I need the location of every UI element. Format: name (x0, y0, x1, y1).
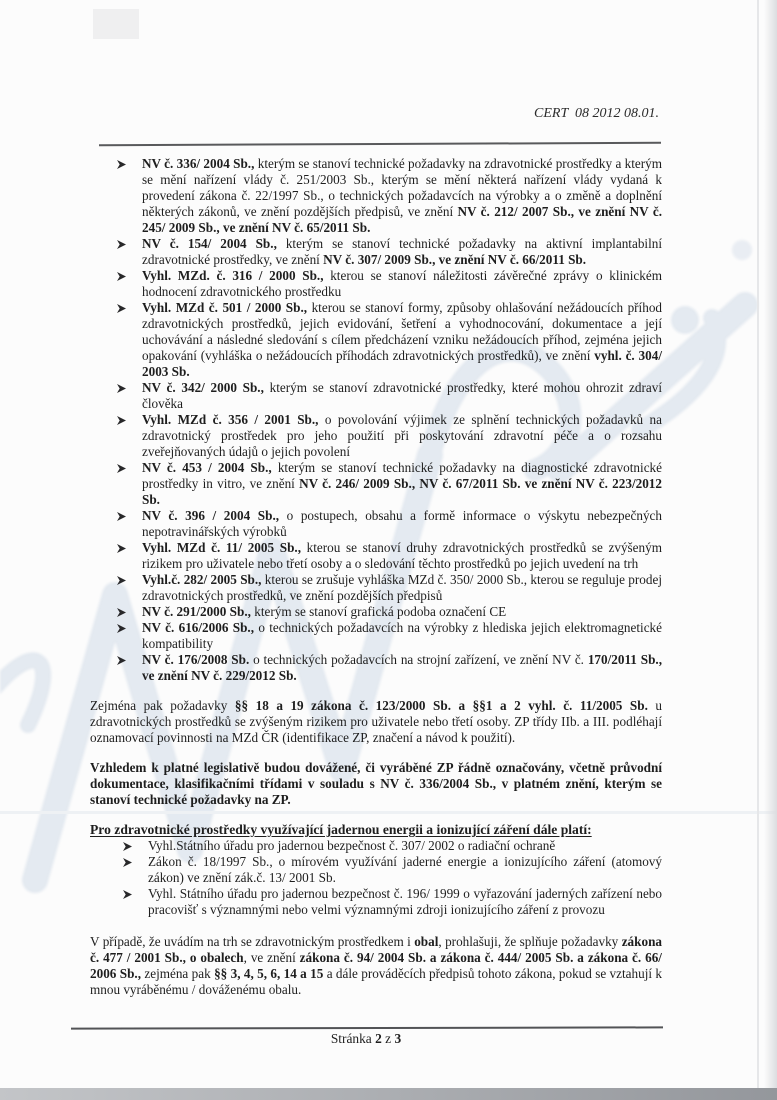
nuclear-regulation-item (90, 886, 662, 918)
regulation-item (90, 572, 662, 604)
page-number: Stránka 2 z 3 (330, 1031, 402, 1046)
regulation-item (90, 604, 662, 620)
nuclear-regulation-item (90, 838, 662, 854)
list-item-text: Zákon č. 18/1997 Sb., o mírovém využívání jaderné energie a ionizujícího záření (atomový zákon) ve znění zák.č. 13/ 2001 Sb. (148, 854, 662, 885)
arrow-bullet-icon (117, 240, 126, 249)
arrow-bullet-icon (117, 656, 126, 665)
arrow-bullet-icon (123, 842, 132, 851)
arrow-bullet-icon (117, 576, 126, 585)
list-item-text: NV č. 396 / 2004 Sb., o postupech, obsahu a formě informace o výskytu nebezpečných nepotravinářských výrobků (142, 508, 662, 539)
nuclear-section-heading: Pro zdravotnické prostředky využívající jadernou energii a ionizující záření dále platí: (90, 822, 592, 837)
arrow-bullet-icon (117, 304, 126, 313)
arrow-bullet-icon (123, 858, 132, 867)
arrow-bullet-icon (123, 890, 132, 899)
arrow-bullet-icon (117, 272, 126, 281)
list-item-text: Vyhl. MZd. č. 316 / 2000 Sb., kterou se stanoví náležitosti závěrečné zprávy o klinickém hodnocení zdravotnického prostředku (142, 268, 662, 299)
regulation-item (90, 508, 662, 540)
arrow-bullet-icon (117, 512, 126, 521)
arrow-bullet-icon (117, 544, 126, 553)
arrow-bullet-icon (117, 384, 126, 393)
list-item-text: Vyhl.Státního úřadu pro jadernou bezpečnost č. 307/ 2002 o radiační ochraně (148, 838, 556, 853)
regulation-item (90, 540, 662, 572)
arrow-bullet-icon (117, 160, 126, 169)
list-item-text: Vyhl. MZd č. 356 / 2001 Sb., o povolování výjimek ze splnění technických požadavků na zdravotnický prostředek pro jeho použití při poskytování zdravotní péče a o rozsahu zveřejňovaných údajů o jejich povolení (142, 412, 663, 459)
list-item-text: Vyhl. MZd č. 501 / 2000 Sb., kterou se stanoví formy, způsoby ohlašování nežádoucích příhod zdravotnických prostředků, jejich evidování, šetření a vyhodnocování, dokumentace a její uchovávání a následné sledování s cílem předcházení vzniku nežádoucích příhod, zejména jejich opakování (vyhláška o nežádoucích příhodách zdravotnických prostředků), ve znění vyhl. č. 304/ 2003 Sb. (142, 300, 663, 379)
paragraph-zejmena: Zejména pak požadavky §§ 18 a 19 zákona č. 123/2000 Sb. a §§1 a 2 vyhl. č. 11/2005 Sb. u zdravotnických prostředků se zvýšeným rizikem pro uživatele nebo třetí osoby. ZP třídy IIb. a III. podléhají oznamovací povinnosti na MZd ČR (identifikace ZP, značení a návod k použití). (90, 698, 663, 745)
list-item-text: NV č. 176/2008 Sb. o technických požadavcích na strojní zařízení, ve znění NV č. 170/2011 Sb., ve znění NV č. 229/2012 Sb. (142, 652, 663, 683)
scan-line-vertical (757, 0, 759, 1100)
list-item-text: Vyhl.č. 282/ 2005 Sb., kterou se zrušuje vyhláška MZd č. 350/ 2000 Sb., kterou se reguluje prodej zdravotnických prostředků, ve znění pozdějších předpisů (142, 572, 662, 603)
regulation-item (90, 236, 662, 268)
list-item-text: NV č. 616/2006 Sb., o technických požadavcích na výrobky z hlediska jejich elektromagnetické kompatibility (142, 620, 662, 651)
list-item-text: NV č. 453 / 2004 Sb., kterým se stanoví technické požadavky na diagnostické zdravotnické prostředky in vitro, ve znění NV č. 246/ 2009 Sb., NV č. 67/2011 Sb. ve znění NV č. 223/2012 Sb. (142, 460, 662, 507)
list-item-text: NV č. 342/ 2000 Sb., kterým se stanoví zdravotnické prostředky, které mohou ohrozit zdraví člověka (142, 380, 662, 411)
regulation-item (90, 620, 662, 652)
arrow-bullet-icon (117, 416, 126, 425)
nuclear-regulation-item (90, 854, 662, 886)
regulation-item (90, 268, 662, 300)
list-item-text: Vyhl. Státního úřadu pro jadernou bezpečnost č. 196/ 1999 o vyřazování jaderných zařízení nebo pracovišť s významnými nebo velmi významnými zdroji ionizujícího záření z provozu (148, 886, 662, 917)
regulation-item (90, 156, 662, 236)
regulation-item (90, 412, 662, 460)
scan-smudge (93, 9, 139, 39)
list-item-text: Vyhl. MZd č. 11/ 2005 Sb., kterou se stanoví druhy zdravotnických prostředků se zvýšeným rizikem pro uživatele nebo třetí osoby a o sledování těchto prostředků po jejich uvedení na trh (142, 540, 662, 571)
arrow-bullet-icon (117, 624, 126, 633)
list-item-text: NV č. 336/ 2004 Sb., kterým se stanoví technické požadavky na zdravotnické prostředky a kterým se mění nařízení vlády č. 251/2003 Sb., kterým se mění některá nařízení vlády vydaná k provedení zákona č. 22/1997 Sb., o technických požadavcích na výrobky a o změně a doplnění některých zákonů, ve znění pozdějších předpisů, ve znění NV č. 212/ 2007 Sb., ve znění NV č. 245/ 2009 Sb., ve znění NV č. 65/2011 Sb. (142, 156, 662, 235)
document-body (90, 156, 662, 998)
list-item-text: NV č. 291/2000 Sb., kterým se stanoví grafická podoba označení CE (142, 604, 507, 619)
regulation-item (90, 380, 662, 412)
regulation-item (90, 652, 662, 684)
regulations-list (90, 156, 662, 684)
scan-edge-bottom (0, 1088, 777, 1100)
regulation-item (90, 300, 662, 380)
document-reference: CERT 08 2012 08.01. (534, 106, 659, 121)
arrow-bullet-icon (117, 608, 126, 617)
arrow-bullet-icon (117, 464, 126, 473)
list-item-text: NV č. 154/ 2004 Sb., kterým se stanoví technické požadavky na aktivní implantabilní zdravotnické prostředky, ve znění NV č. 307/ 2009 Sb., ve znění NV č. 66/2011 Sb. (142, 236, 662, 267)
nuclear-regulations-list (90, 838, 662, 918)
scan-edge-right (764, 0, 777, 1100)
closing-paragraph: V případě, že uvádím na trh se zdravotnickým prostředkem i obal, prohlašuji, že splňuje požadavky zákona č. 477 / 2001 Sb., o obalech, ve znění zákona č. 94/ 2004 Sb. a zákona č. 444/ 2005 Sb. a zákona č. 66/ 2006 Sb., zejména pak §§ 3, 4, 5, 6, 14 a 15 a dále prováděcích předpisů tohoto zákona, pokud se vztahují k mnou vyráběnému / dováženému obalu. (90, 934, 662, 997)
paragraph-vzhledem: Vzhledem k platné legislativě budou dovážené, či vyráběné ZP řádně označovány, včetně průvodní dokumentace, klasifikačními třídami v souladu s NV č. 336/2004 Sb., v platném znění, kterým se stanoví technické požadavky na ZP. (90, 760, 662, 807)
regulation-item (90, 460, 662, 508)
